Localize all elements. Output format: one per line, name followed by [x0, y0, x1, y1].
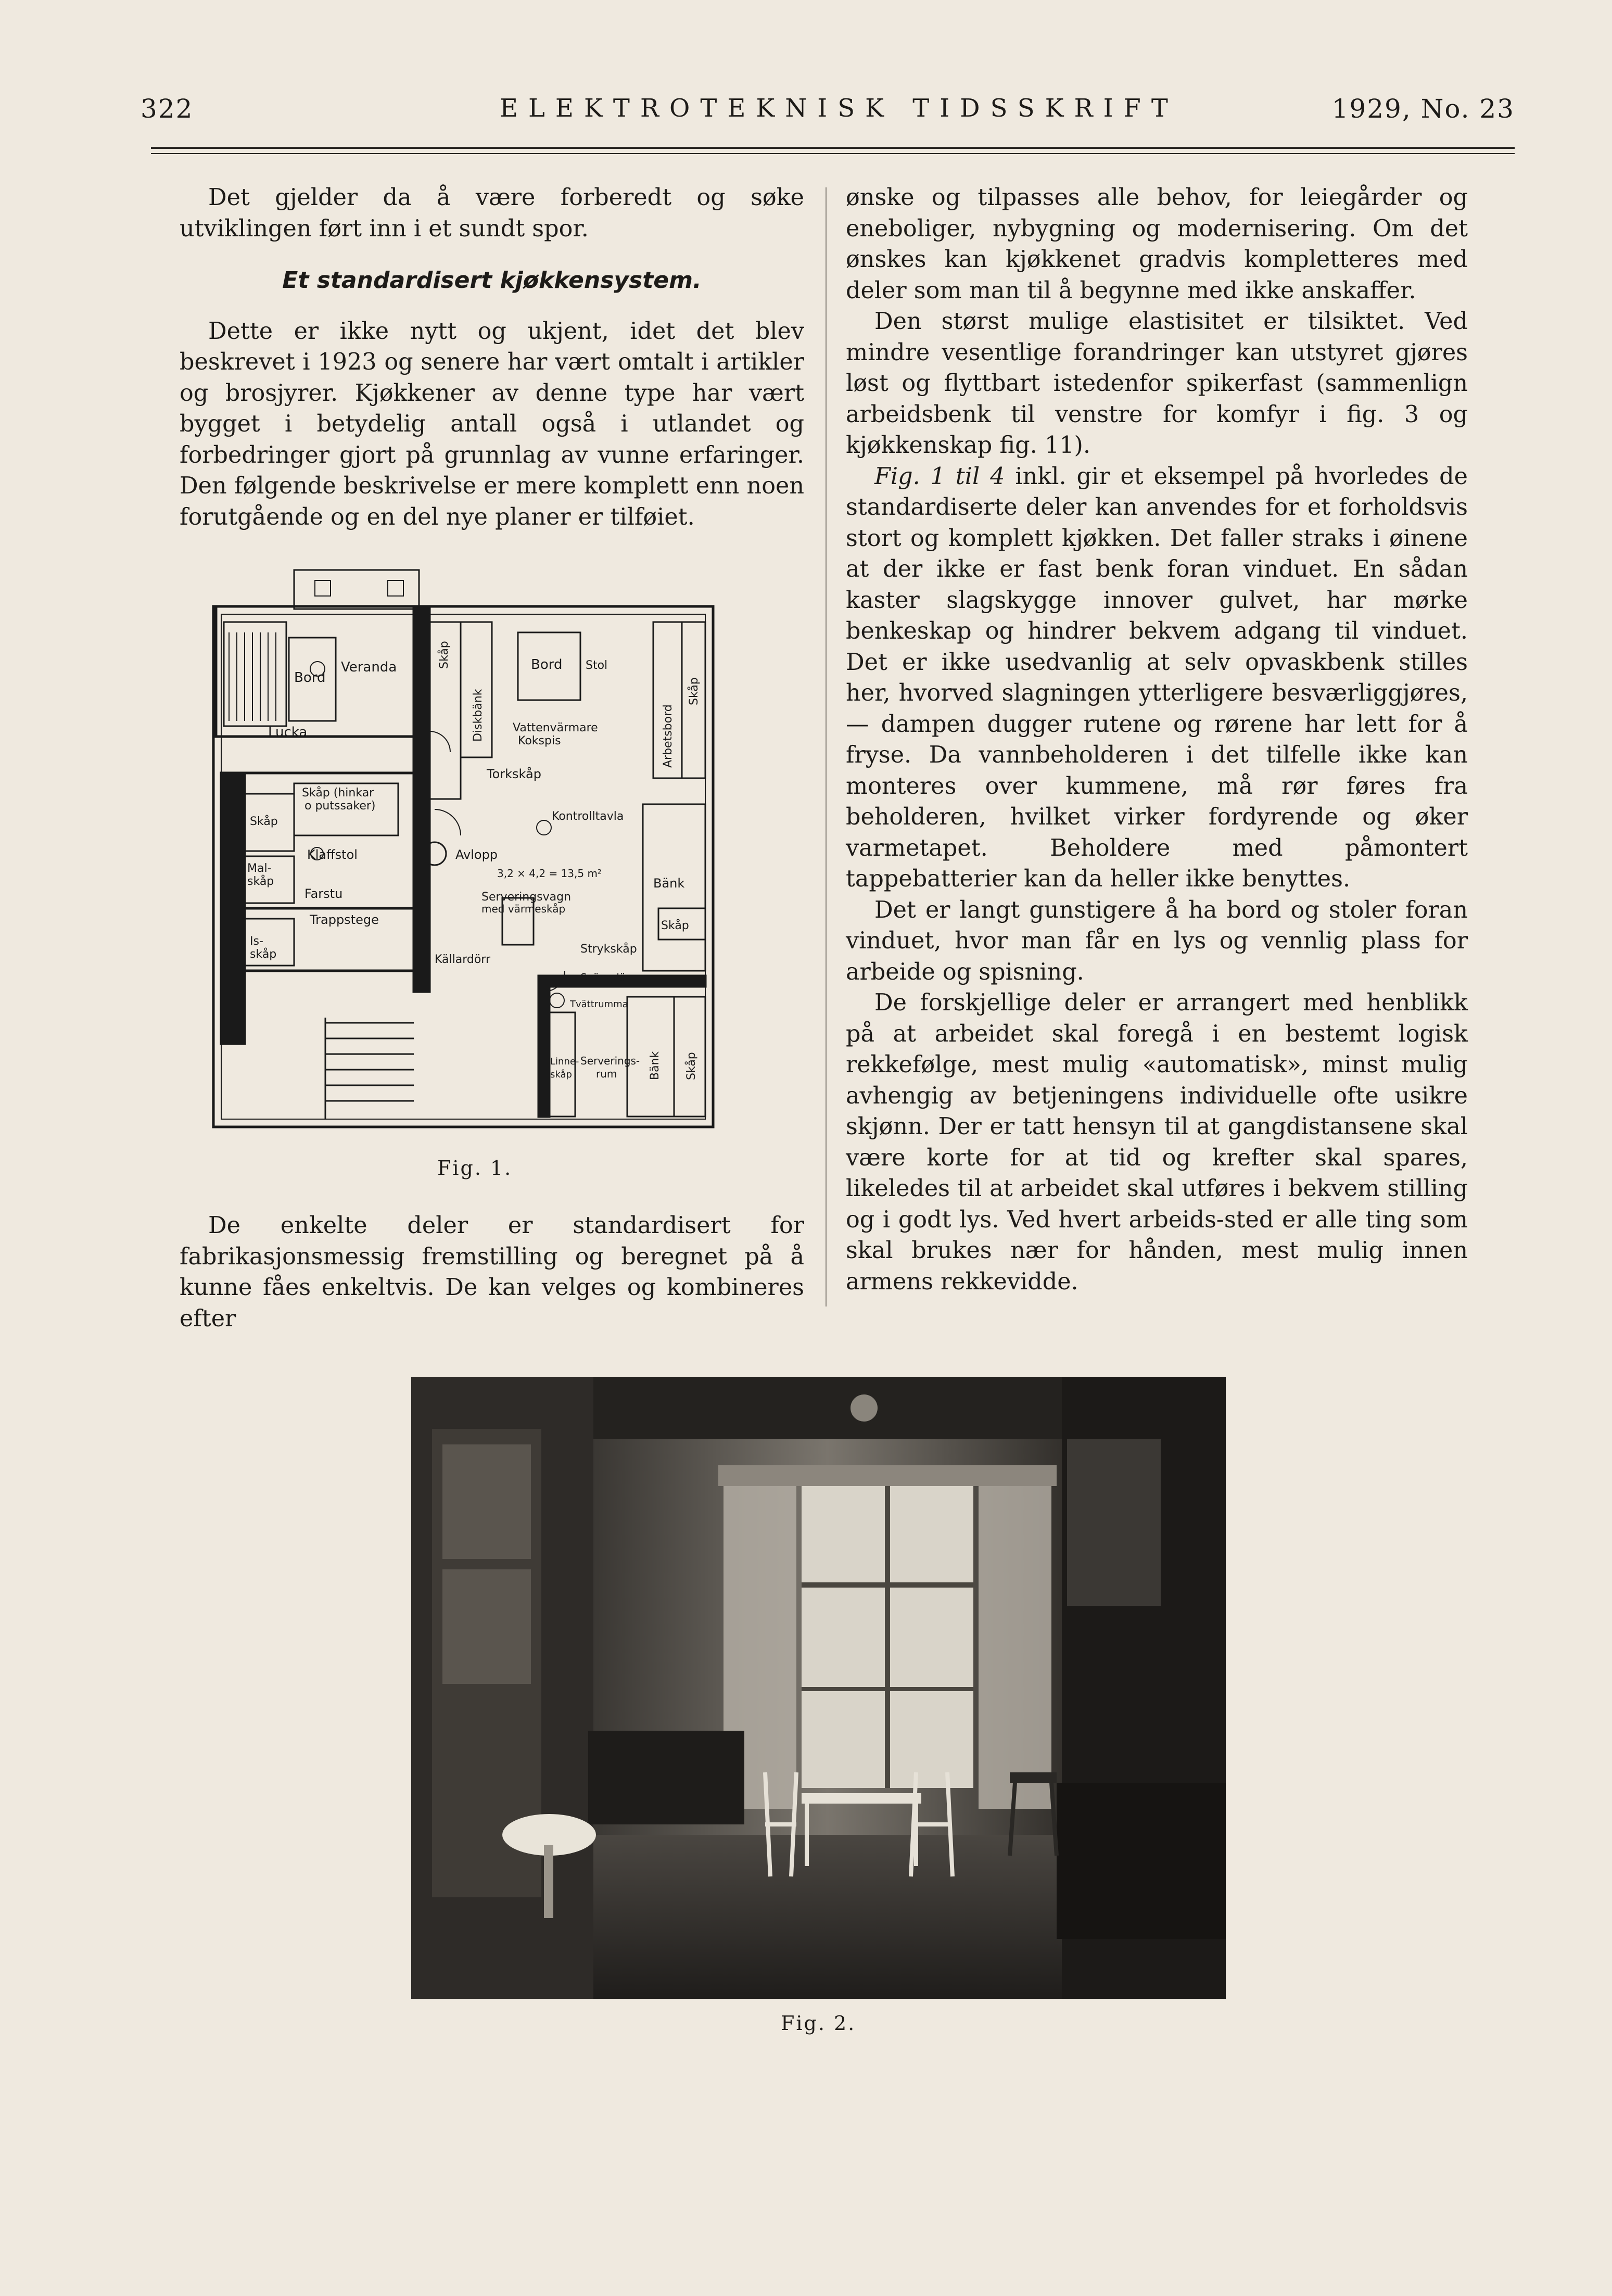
label-farstu: Farstu	[304, 886, 343, 901]
left-paragraph-after-figure: De enkelte deler er standardisert for fabrikasjonsmessig fremstilling og beregnet på å kunne fåes enkeltvis. De kan velges og kombineres efter	[180, 1212, 804, 1332]
intro-paragraph: Det gjelder da å være forberedt og søke utviklingen ført inn i et sundt spor.	[180, 184, 804, 242]
label-putssaker: o putssaker)	[304, 800, 376, 813]
right-paragraph-2: Den størst mulige elastisitet er tilsiktet. Ved mindre vesentlige forandringer kan utstyret gjøres løst og flyttbart istedenfor spikerfast (sammenlign arbeidsbenk til venstre for komfyr i fig. 3 og kjøkkenskap fig. 11).	[846, 308, 1468, 459]
kitchen-photo-drawing	[411, 1377, 1226, 1999]
header-rule	[151, 147, 1515, 149]
fig-reference: Fig. 1 til 4	[874, 463, 1005, 490]
left-column	[180, 182, 804, 532]
label-skap-hinkar: Skåp (hinkar	[302, 787, 374, 800]
label-linneskap-2: skåp	[550, 1069, 572, 1080]
label-isskap-2: skåp	[250, 948, 277, 961]
label-avlopp: Avlopp	[455, 847, 498, 862]
right-paragraph-3-text: inkl. gir et eksempel på hvorledes de standardiserte deler kan anvendes for et forholdsvis stort og komplett kjøkken. Det faller straks i øinene at der ikke er fast benk foran vinduet. En sådan kaster slagskygge innover gulvet, har mørke benkeskap og hindrer bekvem adgang til vinduet. Det er ikke usedvanlig at selv opvaskbenk stilles her, hvorved slagningen ytterligere besværliggjøres, — dampen dugger rutene og rørene har lett for å fryse. Da vannbeholderen i det tilfelle ikke kan monteres over kummene, må rør føres fra beholderen, hvilket virker fordyrende og øker varmetapet. Beholdere med påmontert tappebatterier kan da heller ikke benyttes.	[846, 463, 1468, 892]
label-klaffstol: Klaffstol	[307, 847, 358, 862]
label-bank-right: Bänk	[653, 876, 685, 891]
label-skap-bottom: Skåp	[685, 1052, 698, 1080]
label-veranda: Veranda	[341, 659, 397, 675]
label-serveringsrum: Serverings-	[580, 1055, 640, 1067]
label-bank-bottom: Bänk	[649, 1051, 662, 1080]
label-kokspis: Kokspis	[518, 734, 561, 747]
header-rule-thin	[151, 153, 1515, 154]
figure-1-caption: Fig. 1.	[437, 1157, 513, 1179]
label-stol: Stol	[586, 659, 608, 672]
journal-title: ELEKTROTEKNISK TIDSSKRIFT	[500, 94, 1178, 123]
label-skap-top: Skåp	[438, 641, 451, 669]
column-divider	[826, 187, 827, 1306]
label-linneskap: Linne-	[550, 1056, 579, 1067]
figure-2-kitchen-photo	[411, 1377, 1226, 1999]
label-bord-center: Bord	[531, 657, 563, 673]
label-svangdorr: Svängdörr	[580, 971, 634, 984]
label-malskap-2: skåp	[247, 875, 274, 888]
label-diskbank: Diskbänk	[472, 689, 485, 742]
right-column	[846, 182, 1468, 1297]
label-skap-right-top: Skåp	[688, 677, 701, 705]
figure-1-floor-plan	[206, 565, 747, 1153]
label-tvattrumma: Tvättrumma	[570, 999, 628, 1010]
label-arbetsbord: Arbetsbord	[662, 704, 675, 768]
label-area: 3,2 × 4,2 = 13,5 m²	[497, 867, 602, 880]
label-kallardorr: Källardörr	[435, 953, 491, 966]
floor-plan-drawing	[206, 565, 747, 1153]
right-paragraph-3	[846, 461, 1468, 895]
label-trappstege: Trappstege	[310, 912, 379, 927]
label-vattenvarmare: Vattenvärmare	[513, 721, 598, 734]
page-number: 322	[141, 94, 194, 124]
label-serveringsrum-2: rum	[596, 1068, 617, 1080]
figure-2-caption: Fig. 2.	[781, 2012, 856, 2035]
label-malskap: Mal-	[247, 862, 272, 875]
right-paragraph-1: ønske og tilpasses alle behov, for leiegårder og eneboliger, nybygning og modernisering. Om det ønskes kan kjøkkenet gradvis kompletteres med deler som man til å begynne med ikke anskaffer.	[846, 184, 1468, 304]
section-heading: Et standardisert kjøkkensystem.	[282, 267, 702, 294]
label-isskap: Is-	[250, 935, 263, 948]
label-skap-right-mid: Skåp	[661, 919, 689, 932]
label-skap-left: Skåp	[250, 815, 278, 828]
issue-number: 1929, No. 23	[1331, 94, 1515, 124]
left-column-continued	[180, 1210, 804, 1334]
page-header	[141, 94, 1515, 130]
label-serveringsvagn: Serveringsvagn	[481, 891, 572, 904]
right-paragraph-4: Det er langt gunstigere å ha bord og stoler foran vinduet, hvor man får en lys og vennlig plass for arbeide og spisning.	[846, 896, 1468, 985]
right-paragraph-5: De forskjellige deler er arrangert med henblikk på at arbeidet skal foregå i en bestemt logisk rekkefølge, mest mulig «automatisk», minst mulig avhengig av betjeningens individuelle ofte usikre skjønn. Der er tatt hensyn til at gangdistansene skal være korte for at tid og krefter skal spares, likeledes til at arbeidet skal utføres i bekvem stilling og i godt lys. Ved hvert arbeids-sted er alle ting som skal brukes nær for hånden, mest mulig innen armens rekkevidde.	[846, 990, 1468, 1295]
label-varmeskap: med värmeskåp	[481, 903, 566, 915]
label-bord-left: Bord	[294, 670, 326, 686]
label-kontrolltavla: Kontrolltavla	[552, 810, 624, 823]
left-paragraph: Dette er ikke nytt og ukjent, idet det blev beskrevet i 1923 og senere har vært omtalt i artikler og brosjyrer. Kjøkkener av denne type har vært bygget i betydelig antall også i utlandet og forbedringer gjort på grunnlag av vunne erfaringer. Den følgende beskrivelse er mere komplett enn noen forutgående og en del nye planer er tilføiet.	[180, 318, 804, 530]
label-strykskap: Strykskåp	[580, 943, 637, 956]
label-lucka: Lucka	[268, 725, 308, 740]
label-torkskap: Torkskåp	[487, 767, 541, 781]
